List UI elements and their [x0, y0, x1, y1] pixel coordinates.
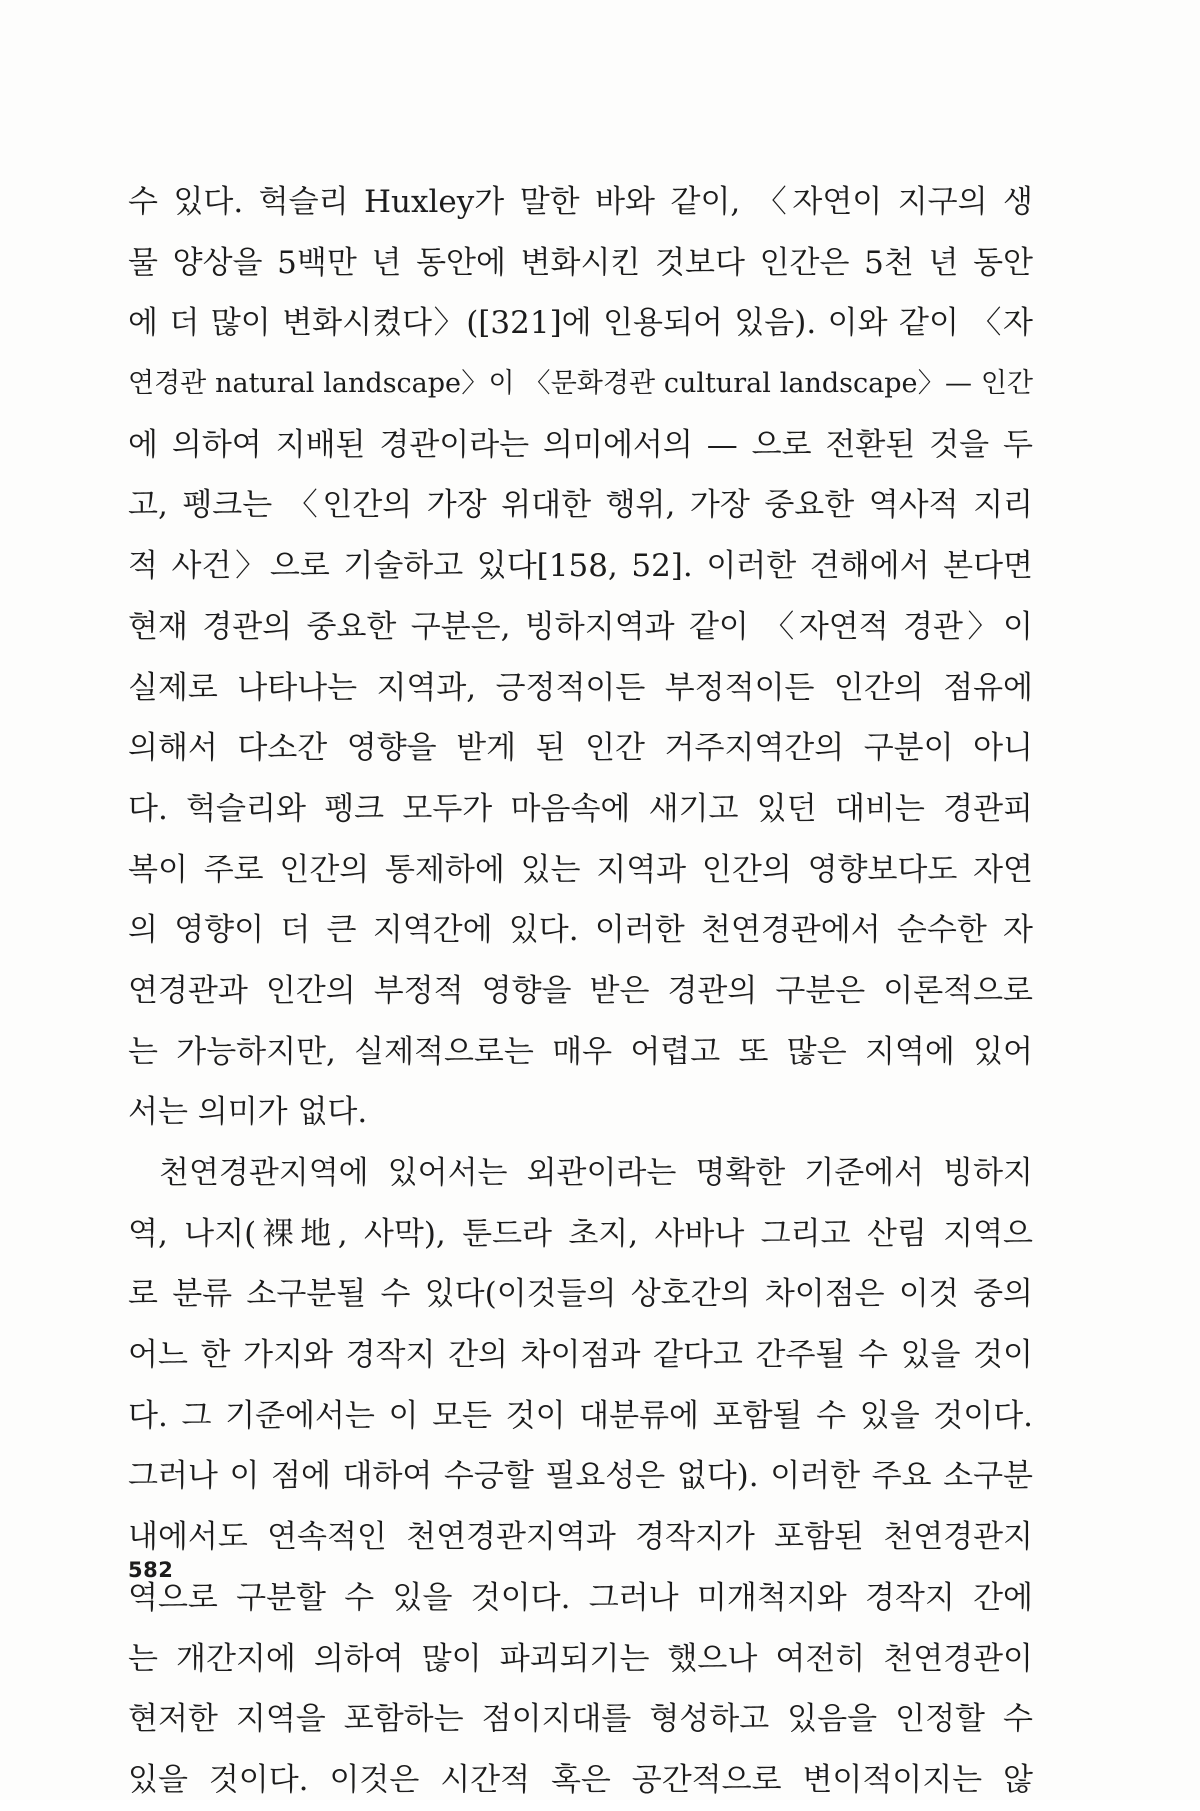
text-line: 적 사건〉으로 기술하고 있다[158, 52]. 이러한 견해에서 본다면 [128, 548, 1033, 585]
text-line: 고, 펭크는 〈인간의 가장 위대한 행위, 가장 중요한 역사적 지리 [128, 487, 1033, 524]
body-text [128, 172, 1033, 1811]
text-line: 연경관 natural landscape〉이 〈문화경관 cultural landscape〉— 인간 [128, 368, 1033, 400]
text-line: 현재 경관의 중요한 구분은, 빙하지역과 같이 〈자연적 경관〉이 [128, 608, 1033, 645]
text-line: 는 가능하지만, 실제적으로는 매우 어렵고 또 많은 지역에 있어 [128, 1033, 1033, 1070]
text-line: 다. 헉슬리와 펭크 모두가 마음속에 새기고 있던 대비는 경관피 [128, 790, 1033, 827]
text-line: 다. 그 기준에서는 이 모든 것이 대분류에 포함될 수 있을 것이다. [128, 1397, 1033, 1434]
text-line: 연경관과 인간의 부정적 영향을 받은 경관의 구분은 이론적으로 [128, 972, 1033, 1009]
page-number: 582 [128, 1558, 174, 1582]
text-line: 에 더 많이 변화시켰다〉([321]에 인용되어 있음). 이와 같이 〈자 [128, 305, 1033, 342]
text-line: 복이 주로 인간의 통제하에 있는 지역과 인간의 영향보다도 자연 [128, 851, 1033, 888]
text-line: 로 분류 소구분될 수 있다(이것들의 상호간의 차이점은 이것 중의 [128, 1276, 1033, 1313]
text-line: 그러나 이 점에 대하여 수긍할 필요성은 없다). 이러한 주요 소구분 [128, 1458, 1033, 1495]
text-line: 에 의하여 지배된 경관이라는 의미에서의 — 으로 전환된 것을 두 [128, 426, 1033, 463]
text-line: 역으로 구분할 수 있을 것이다. 그러나 미개척지와 경작지 간에 [128, 1579, 1033, 1616]
paragraph-end-line: 서는 의미가 없다. [128, 1094, 368, 1131]
text-line: 는 개간지에 의하여 많이 파괴되기는 했으나 여전히 천연경관이 [128, 1640, 1033, 1677]
text-line: 수 있다. 헉슬리 Huxley가 말한 바와 같이, 〈자연이 지구의 생 [128, 184, 1033, 220]
paragraph-start-line: 천연경관지역에 있어서는 외관이라는 명확한 기준에서 빙하지 [159, 1155, 1033, 1191]
text-line: 실제로 나타나는 지역과, 긍정적이든 부정적이든 인간의 점유에 [128, 669, 1033, 706]
text-line: 있을 것이다. 이것은 시간적 혹은 공간적으로 변이적이지는 않 [128, 1761, 1033, 1798]
text-line: 의 영향이 더 큰 지역간에 있다. 이러한 천연경관에서 순수한 자 [128, 912, 1033, 949]
text-line: 물 양상을 5백만 년 동안에 변화시킨 것보다 인간은 5천 년 동안 [128, 244, 1033, 281]
text-line: 현저한 지역을 포함하는 점이지대를 형성하고 있음을 인정할 수 [128, 1701, 1033, 1738]
text-line: 역, 나지(裸地, 사막), 툰드라 초지, 사바나 그리고 산림 지역으 [128, 1215, 1033, 1252]
text-line: 의해서 다소간 영향을 받게 된 인간 거주지역간의 구분이 아니 [128, 730, 1033, 767]
text-line: 내에서도 연속적인 천연경관지역과 경작지가 포함된 천연경관지 [128, 1519, 1033, 1556]
text-line: 어느 한 가지와 경작지 간의 차이점과 같다고 간주될 수 있을 것이 [128, 1337, 1033, 1374]
